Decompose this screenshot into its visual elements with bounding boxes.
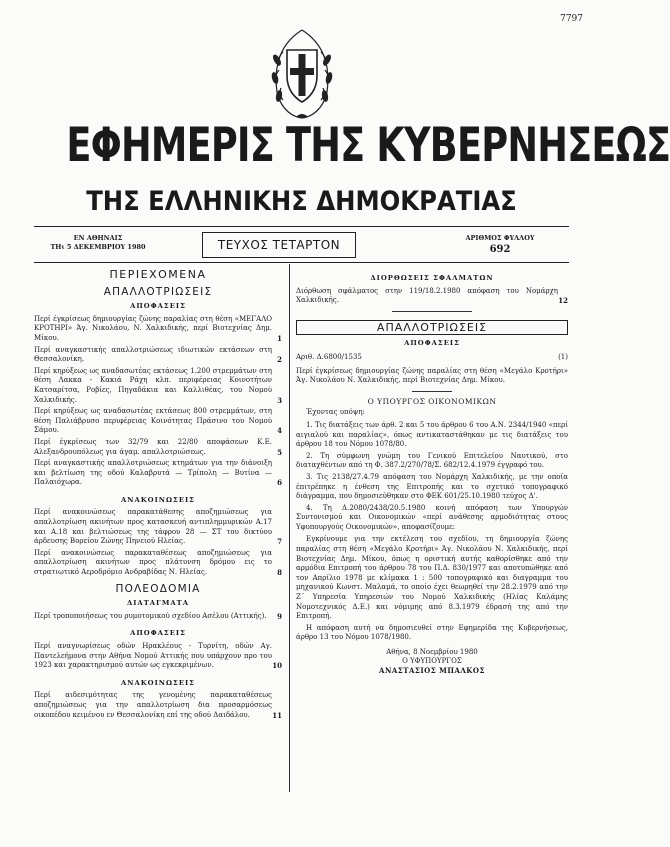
minister-heading: Ο ΥΠΟΥΡΓΟΣ ΟΙΚΟΝΟΜΙΚΩΝ [367, 396, 497, 406]
issue-series: ΤΕΥΧΟΣ ΤΕΤΑΡΤΟΝ [202, 232, 356, 258]
contents-item: Περί έγκρίσεως δημιουργίας ζώνης παραλίας στη θέση «ΜΕΓΑΛΟ ΚΡΟΤΗΡΙ» Άγ. Νικολάου, Ν. Χαλκιδικής, περί Βιοτεχνίας Δημ. Μίκου. 1 [34, 314, 282, 343]
contents-item: Περί αναγκαστικής απαλλοτριώσεως ιδιωτικών εκτάσεων στη Θεσσαλονίκη. 2 [34, 345, 282, 365]
having-regard: Έχοντας υπόψη: [306, 408, 365, 417]
section-subtitle: ΑΠΟΦΑΣΕΙΣ [130, 302, 186, 311]
contents-item: Περί έγκρίσεως των 32/79 και 22/80 αποφάσεων Κ.Ε. Αλεξανδρουπόλεως για άγαμ. απαλλοτριώσεως. 5 [34, 437, 282, 457]
decision-paragraph: 3. Τις 2138/27.4.79 απόφαση του Νομάρχη Χαλκιδικής, με την οποία έπιτρέπηκε η ένθεση της Επιτροπής και το σχετικό τοπογραφικό διάγραμμα, που δημοσιεύθηκαν στο ΦΕΚ 601/25.10.1980 τεύχος Δ'. [296, 472, 568, 501]
corrections-item: Διόρθωση σφάλματος στην 119/18.2.1980 απόφαση του Νομάρχη Χαλκιδικής. 12 [296, 286, 568, 306]
section-subtitle: ΔΙΑΤΑΓΜΑΤΑ [126, 599, 189, 608]
section-title: ΑΠΑΛΛΟΤΡΙΩΣΕΙΣ [103, 285, 213, 298]
contents-item: Περί ανακοινώσεως παρακαταθέσεως αποζημιώσεως για απαλλοτρίωση ακινήτων προς πλάτυνση δρόμου εις το στρατιωτικό Αεροδρόμιο Ανδραβίδας Ν. Ηλείας. 8 [34, 548, 282, 578]
decision-ref: (1) [558, 352, 568, 361]
sheet-number: 692 [489, 244, 511, 255]
divider [34, 262, 569, 263]
section-title: ΠΟΛΕΟΔΟΜΙΑ [115, 582, 201, 595]
contents-item: Περί κηρύξεως ως αναδασωτέας εκτάσεως 800 στρεμμάτων, στη θέση Παλιάβρυσο περιφέρειας Κοινότητας Πράσινο του Νομού Σάμου. 4 [34, 407, 282, 436]
section-title: ΑΠΑΛΛΟΤΡΙΩΣΕΙΣ [296, 320, 568, 336]
corrections-heading: ΔΙΟΡΘΩΣΕΙΣ ΣΦΑΛΜΑΤΩΝ [370, 274, 494, 282]
contents-item: Περί ανακοινώσεως παρακατάθεσης αποζημιώσεως για απαλλοτρίωση ακινήτων προς κατασκευή αντιπλημμυρικών Α.17 και Α.18 και βελτιώσεως της τάφρου 28 — ΣΤ του δικτύου άρδευσης Βορείου Ζώνης Πηνειού Ηλείας. 7 [34, 508, 282, 547]
contents-item: Περί αιδεσιμότητας της γενομένης παρακαταθέσεως αποζημιώσεως για την απαλλοτρίωση δια προσαρμόσεως οικοπέδου κειμένου εν Θεσσαλονίκη επί της οδού Δαιδάλου. 11 [34, 691, 282, 720]
sheet-number-block [450, 234, 550, 254]
column-divider [289, 264, 290, 792]
decision-paragraph: 4. Τη Δ.2080/2438/20.5.1980 κοινή απόφαση των Υπουργών Συντονισμού και Οικονομικών «περί ανάθεσης αρμοδιότητας στους Υφυπουργούς Οικονομικών», αποφασίζουμε: [296, 503, 568, 531]
decision-paragraph: 2. Τη σύμφωνη γνώμη του Γενικού Επιτελείου Ναυτικού, στο διαταχθέντων από τη Φ. 387.2/270/78/Σ. 682/12.4.1979 έγγραφό του. [296, 451, 568, 470]
signature-date: Αθήνα, 8 Νοεμβρίου 1980 [386, 648, 478, 656]
divider [412, 391, 452, 392]
signature-block [296, 648, 568, 675]
contents-item: Περί κηρύξεως ως αναδασωτέας εκτάσεως 1.200 στρεμμάτων στη θέση Λακκα - Κακιά Ράχη κλπ. περιφέρειας Κοινοτήτων Κατσαρίτσα, Ροβίες, Πηγαδάκια και Καλλιθέας, του Νομού Χαλκιδικής. 3 [34, 366, 282, 405]
divider [34, 226, 569, 227]
issue-place-date [38, 234, 158, 252]
decision-paragraph: Εγκρίνουμε για την εκτέλεση του σχεδίου, τη δημιουργία ζώνης παραλίας στη θέση «Μεγάλο Κροτήρι» Άγ. Νικολάου Ν. Χαλκιδικής, περί Βιοτεχνίας Δημ. Μίκου, όπως η οριστική αυτής καθορίσθηκε από την αρμόδια Επιτροπή του άρθρου 78 του Π.Δ. 830/1977 και αποτυπώθηκε από τον Απρίλιο 1978 με κλίμακα 1 : 500 τοπογραφικό και διαγραμμα του μηχανικού Κωνστ. Μαλαμά, το οποίο έχει θεωρηθεί την 28.2.1979 από την Ζ΄ Υπηρεσία Υπηρεσιών του Νομού Χαλκιδικής (Ηλίας Καλάμης Νομοτεχνικός Δ.Ε.) και νόμιμης από 8.3.1979 έδρασή της από την Επιτροπή. [296, 535, 568, 621]
contents-heading: ΠΕΡΙΕΧΟΜΕΝΑ [109, 268, 207, 281]
contents-column [34, 268, 282, 722]
decision-paragraph: Η απόφαση αυτή να δημοσιευθεί στην Εφημερίδα της Κυβερνήσεως, άρθρο 13 του Νόμου 1078/1980. [296, 623, 568, 642]
section-subtitle: ΑΝΑΚΟΙΝΩΣΕΙΣ [120, 495, 195, 504]
coat-of-arms-icon [263, 22, 341, 122]
divider [392, 311, 472, 312]
signature-role: Ο ΥΦΥΠΟΥΡΓΟΣ [402, 657, 462, 665]
section-subtitle: ΑΠΟΦΑΣΕΙΣ [130, 629, 186, 638]
section-subtitle: ΑΝΑΚΟΙΝΩΣΕΙΣ [120, 678, 195, 687]
page-number: 7797 [560, 14, 583, 24]
decision-paragraph: 1. Τις διατάξεις των άρθ. 2 και 5 του άρθρου 6 του Α.Ν. 2344/1940 «περί αιγιαλού και παραλίας», όπως αντικαταστάθηκαν με τις διατάξεις του άρθρου 18 του Νόμου 1078/80. [296, 420, 568, 449]
issue-date: ΤΗι 5 ΔΕΚΕΜΒΡΙΟΥ 1980 [50, 243, 146, 251]
masthead-title: ΕΦΗΜΕΡΙΣ ΤΗΣ ΚΥΒΕΡΝΗΣΕΩΣ [66, 118, 670, 173]
decision-column [296, 270, 568, 675]
sheet-label: ΑΡΙΘΜΟΣ ΦΥΛΛΟΥ [465, 234, 535, 242]
decision-subject: Περί έγκρίσεως δημιουργίας ζώνης παραλίας στη θέση «Μεγάλο Κροτήρι» Άγ. Νικολάου Ν. Χαλκιδικής, περί Βιοτεχνίας Δημ. Μίκου. [296, 366, 568, 385]
signature-name: ΑΝΑΣΤΑΣΙΟΣ ΜΠΑΛΚΟΣ [379, 666, 485, 675]
contents-item: Περί τροποποιήσεως του ρυμοτομικού σχεδίου Ασέλου (Αττικής). 9 [34, 611, 282, 621]
issue-place: ΕΝ ΑΘΗΝΑΙΣ [73, 234, 123, 242]
decision-number: Αριθ. Δ.6800/1535 [296, 352, 362, 361]
contents-item: Περί αναγνωρίσεως οδών Ηρακλέους - Τυρνίτη, οδών Αγ. Παντελεήμονα στην Αθήνα Νομού Αττικής που υπάρχουν προ του 1923 και χαρακτηρισμού αυτών ως εγκεκριμένων. 10 [34, 642, 282, 671]
masthead-subtitle: ΤΗΣ ΕΛΛΗΝΙΚΗΣ ΔΗΜΟΚΡΑΤΙΑΣ [86, 186, 517, 217]
section-subtitle: ΑΠΟΦΑΣΕΙΣ [404, 339, 460, 348]
contents-item: Περί αναγκαστικής απαλλοτριώσεως κτημάτων για την διάνοιξη και βελτίωση της οδού Καλαβρυτά — Τρίπολη — Βυτίνα — Παλαιόχωρα. 6 [34, 459, 282, 488]
decision-number-row [296, 353, 568, 363]
